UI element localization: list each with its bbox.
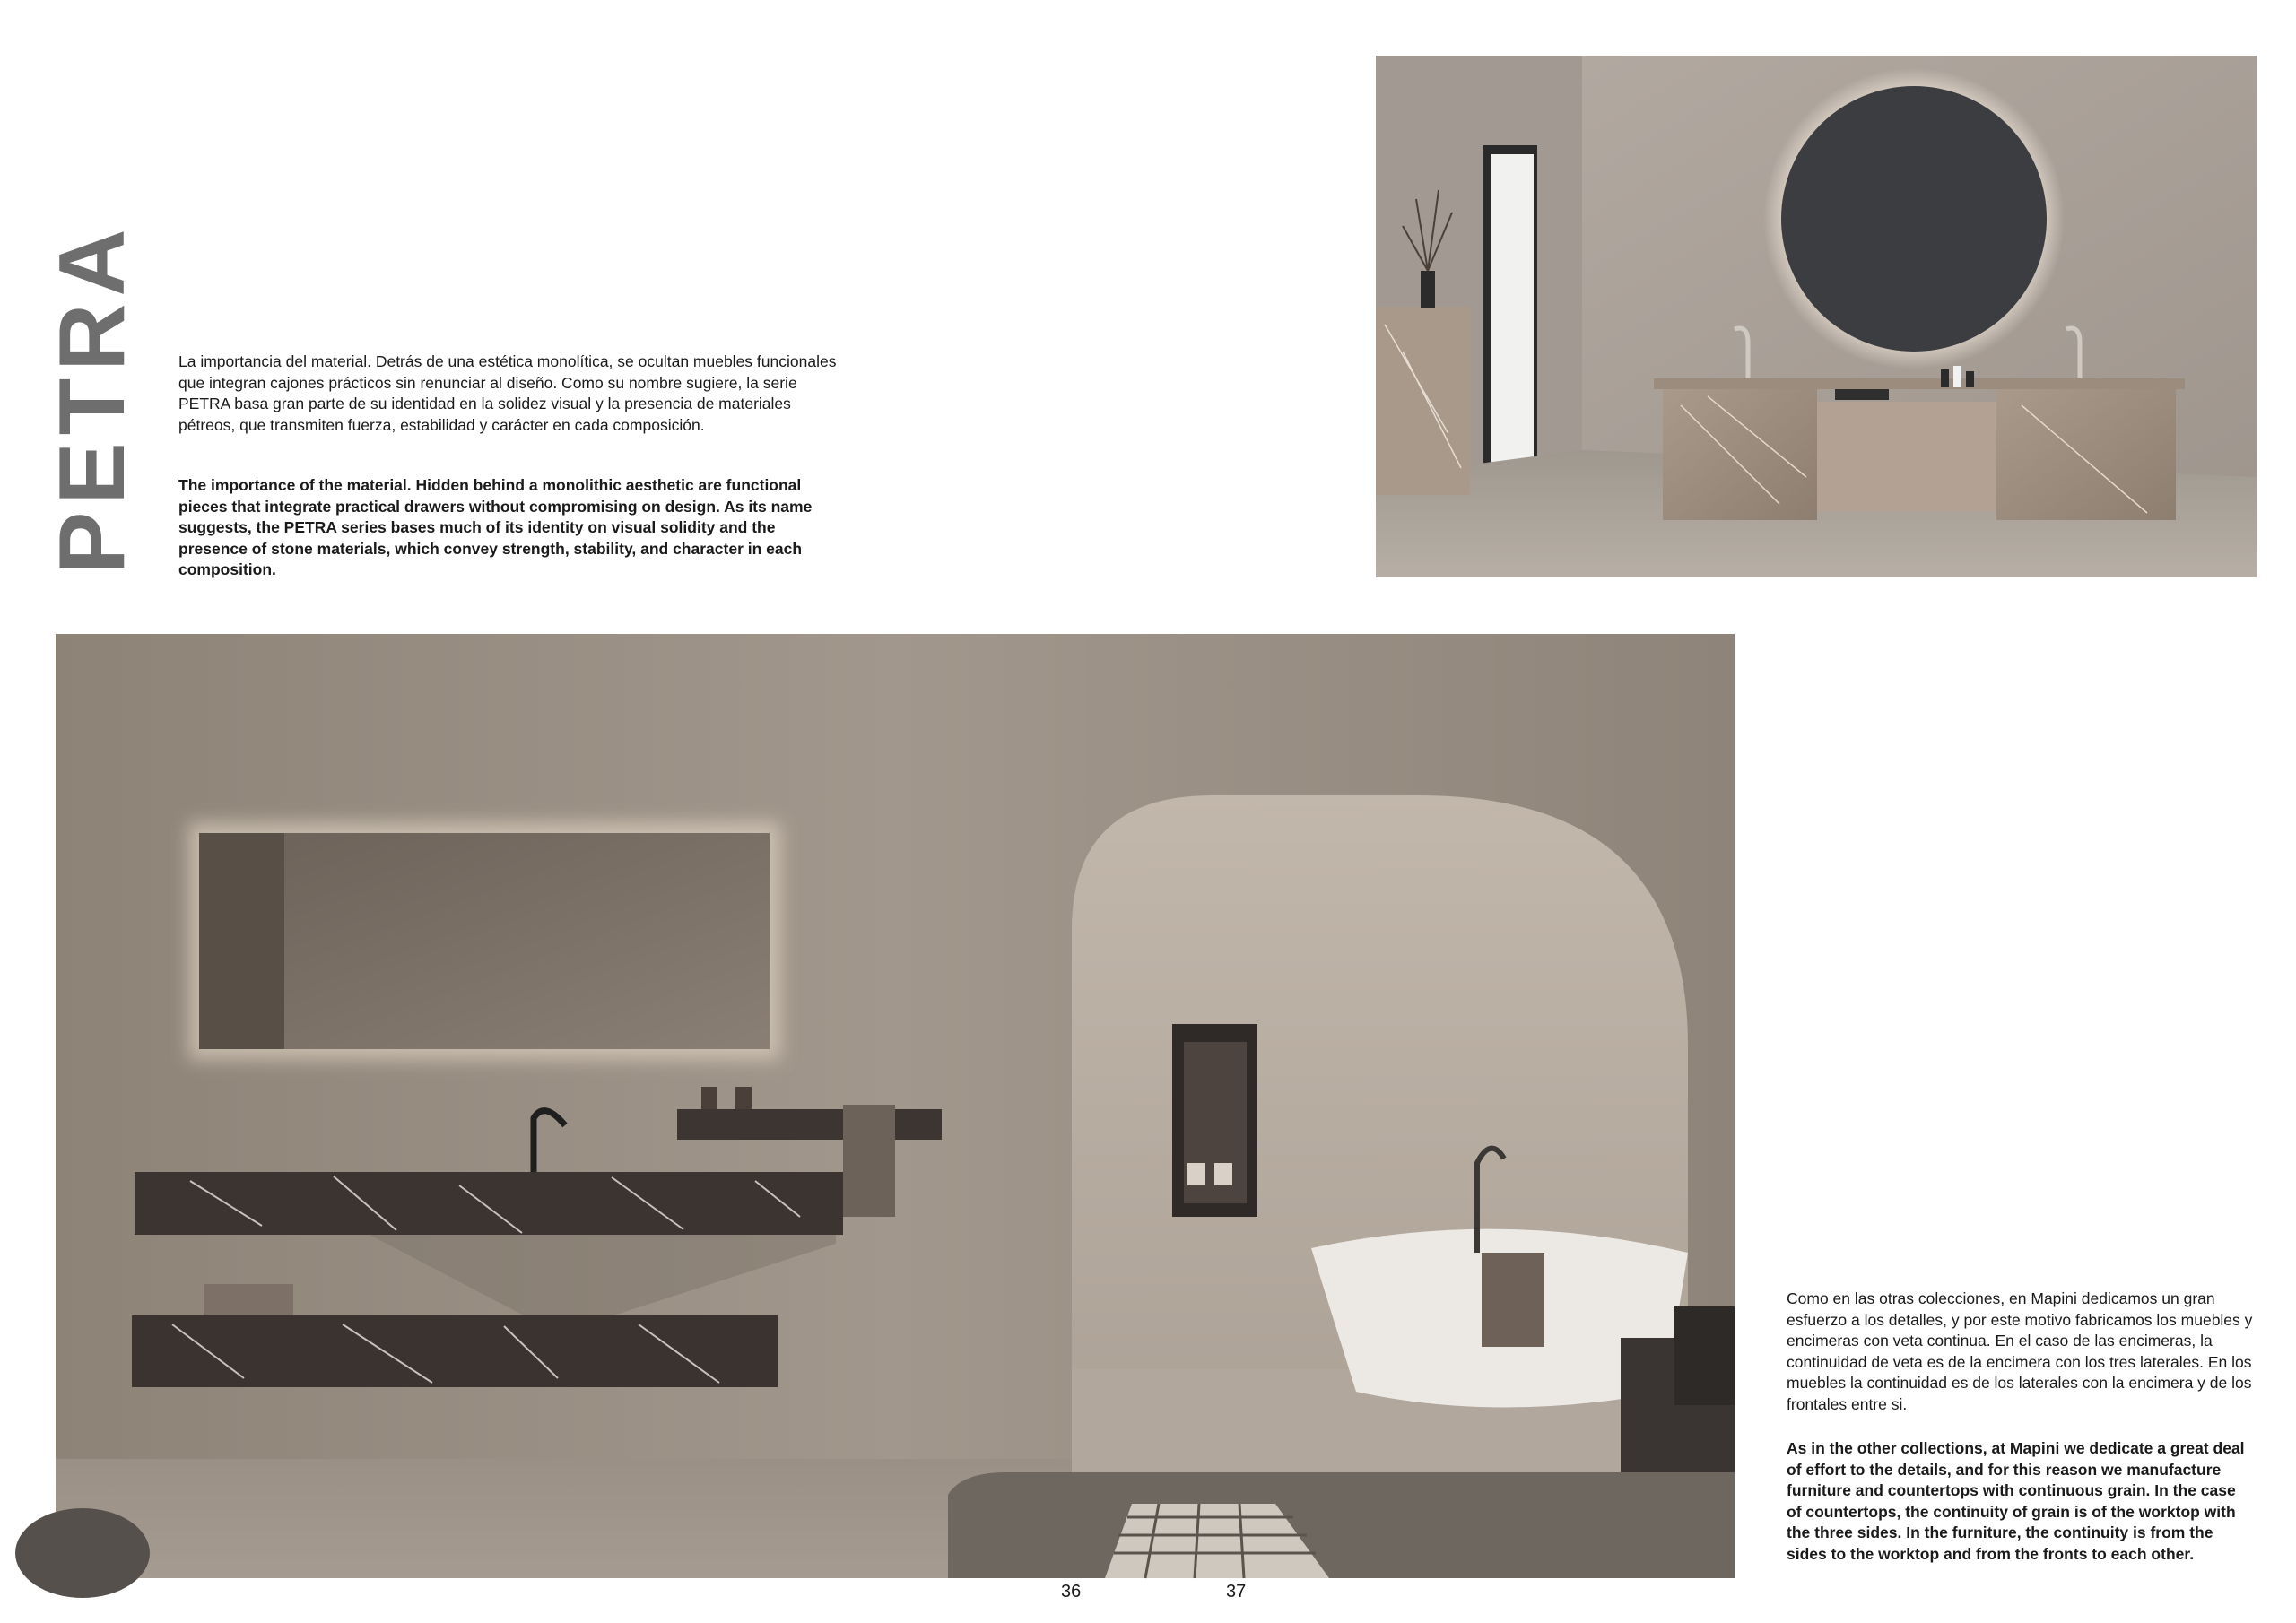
- detail-text-english: As in the other collections, at Mapini we dedicate a great deal of effort to the details, and for this reason we manufacture furniture and countertops with continuous grain. In the case of countertops, the continuity of grain is of the worktop with the three sides. In the furniture, the continuity is from the sides to the worktop and from the fronts to each other.: [1787, 1439, 2245, 1563]
- intro-text-english: The importance of the material. Hidden behind a monolithic aesthetic are functional pieces that integrate practical drawers without compromising on design. As its name suggests, the PETRA series bases much of its identity on visual solidity and the presence of stone materials, which convey strength, stability, and character in each composition.: [178, 476, 813, 578]
- vanity-round-mirror-photo: [1376, 56, 2257, 577]
- page-number-right: 37: [1226, 1582, 1247, 1601]
- intro-text-spanish: La importancia del material. Detrás de una estética monolítica, se ocultan muebles funcionales que integran cajones prácticos sin renunciar al diseño. Como su nombre sugiere, la serie PETRA basa gran parte de su identidad en la solidez visual y la presencia de materiales pétreos, que transmiten fuerza, estabilidad y carácter en cada composición.: [178, 352, 837, 434]
- page-title-text: PETRA: [40, 221, 144, 574]
- page-title: [40, 221, 144, 583]
- detail-text-spanish: Como en las otras colecciones, en Mapini dedicamos un gran esfuerzo a los detalles, y por este motivo fabricamos los muebles y encimeras con veta continua. En el caso de las encimeras, la continuidad de veta es de la encimera con los tres laterales. En los muebles la continuidad es de los laterales con la encimera y de los frontales entre si.: [1787, 1289, 2253, 1413]
- bathroom-arch-photo: [56, 634, 1735, 1578]
- page-number-left: 36: [1061, 1582, 1082, 1601]
